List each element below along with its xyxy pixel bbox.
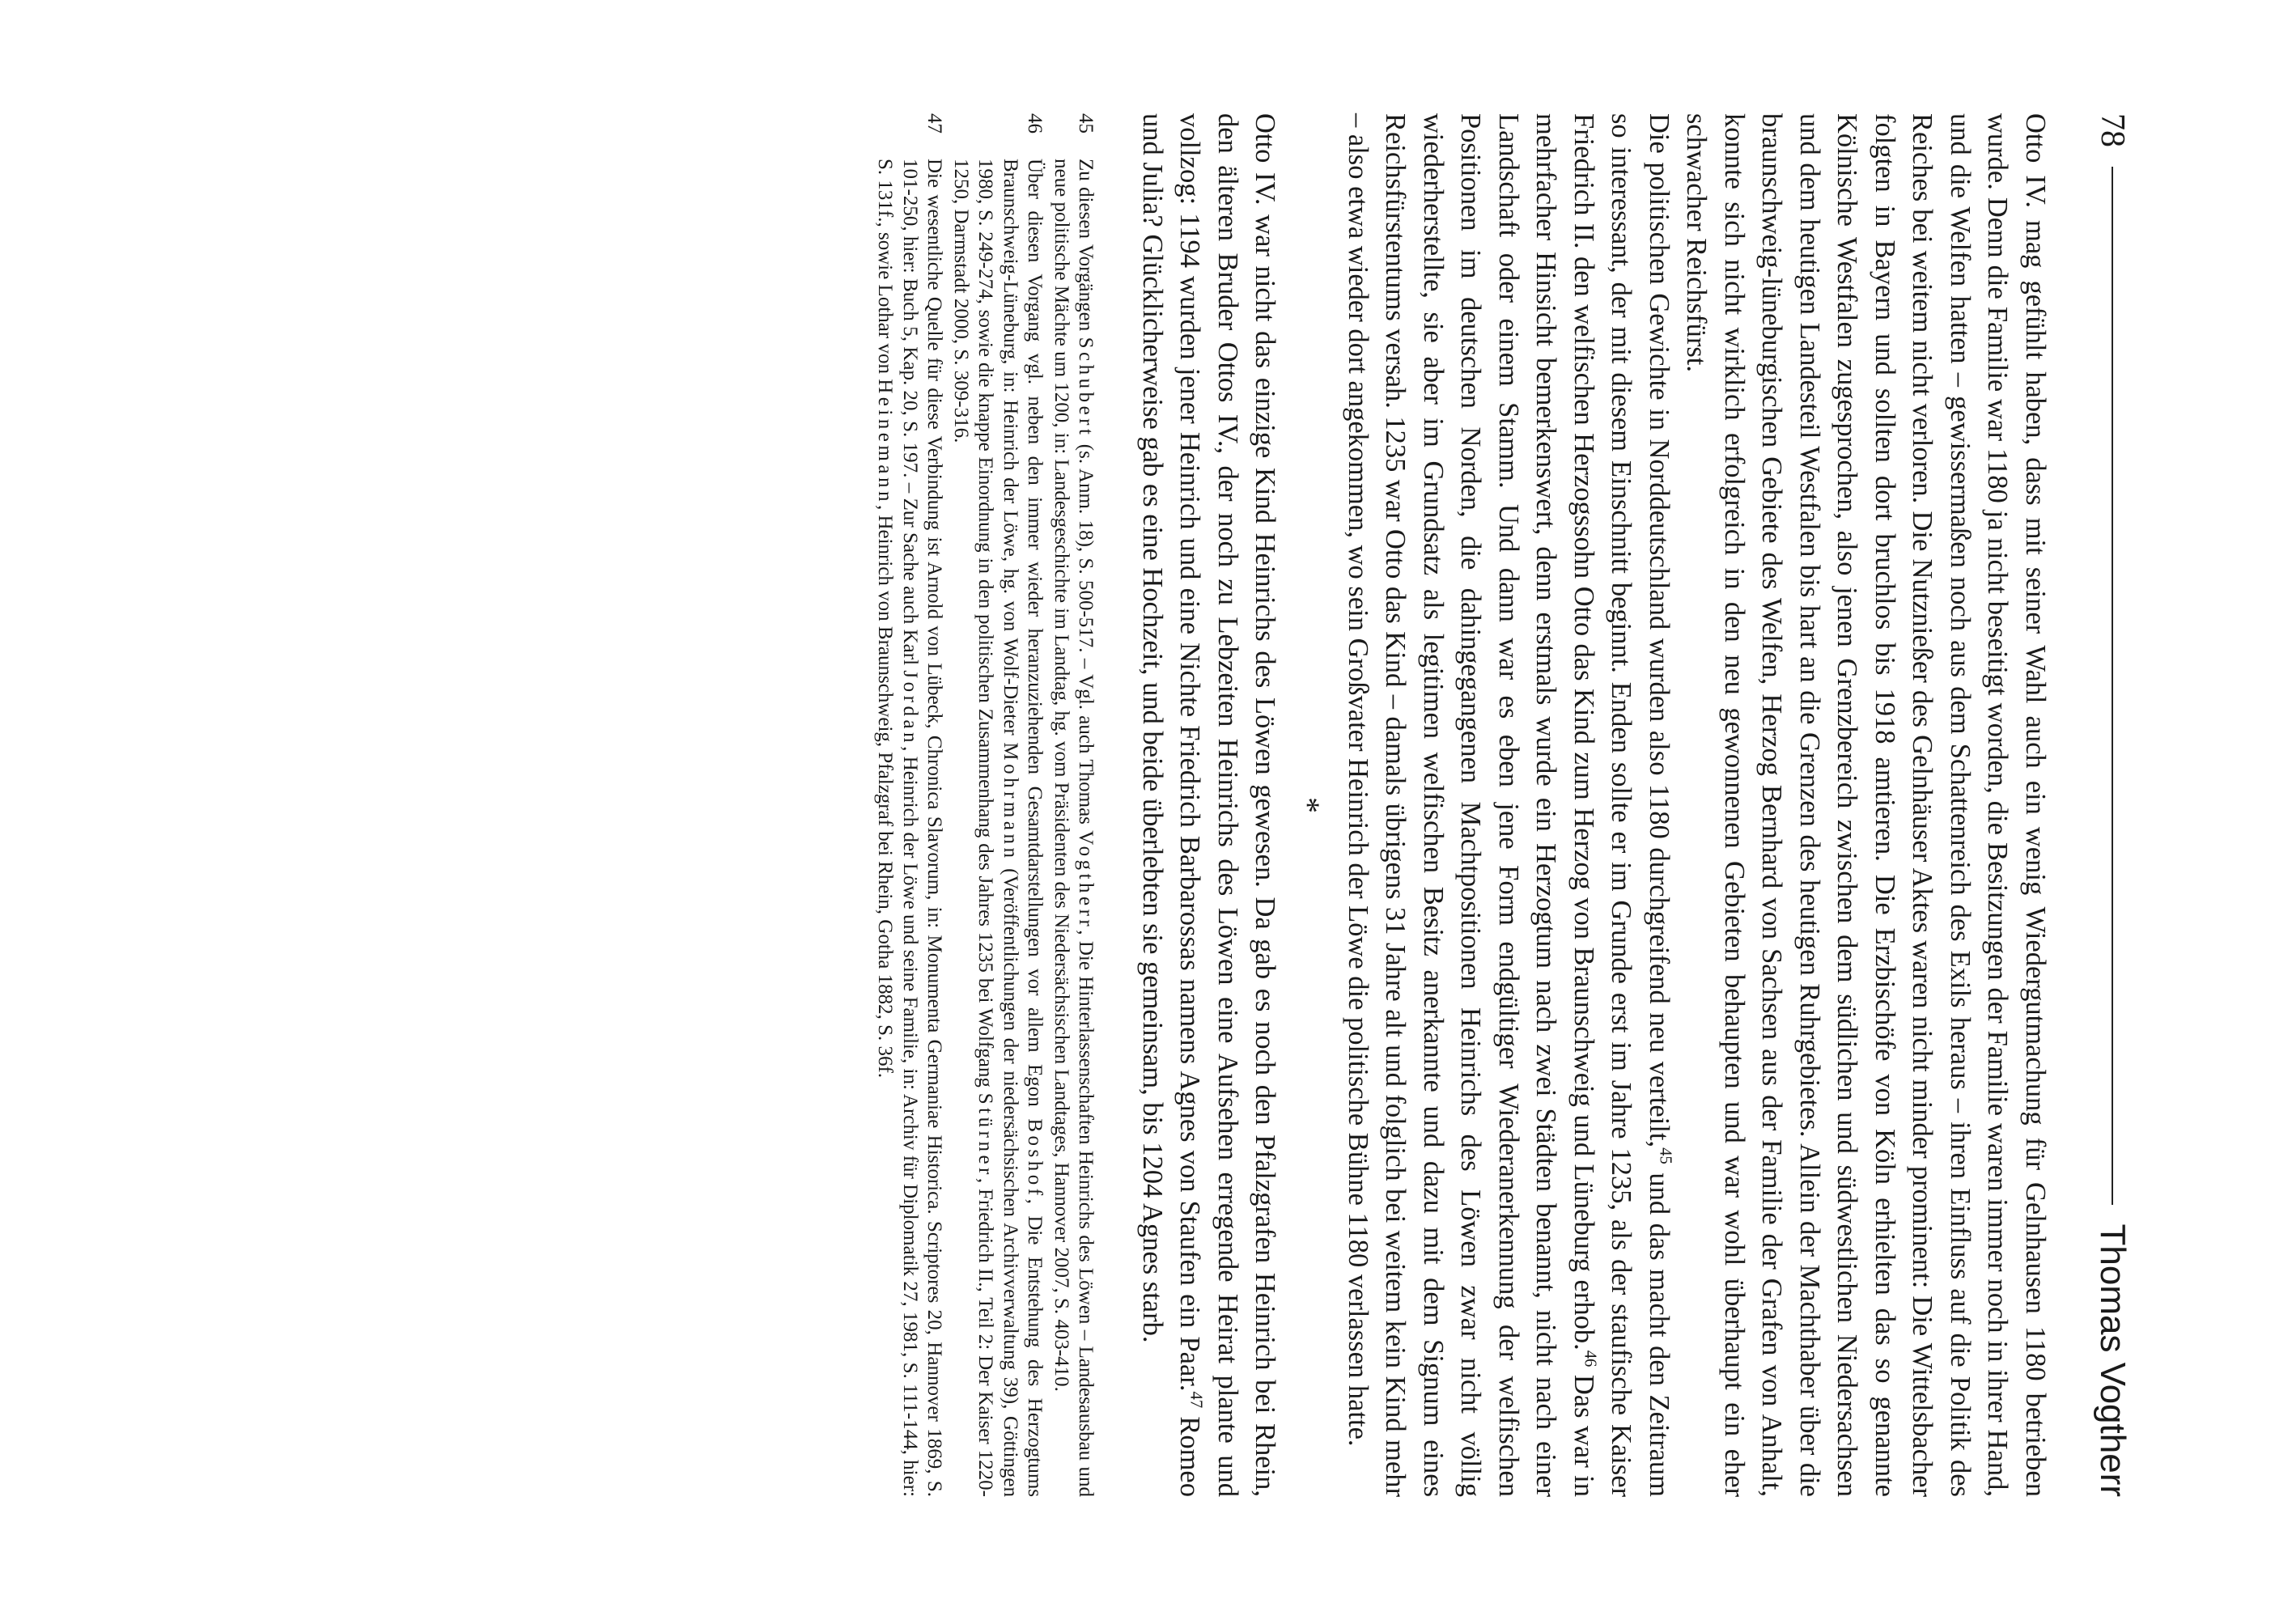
footnote-text: Die wesentliche Quelle für diese Verbindung ist Arnold von Lübeck, Chronica Slavorum, in: Monumenta Germaniae Historica. Scriptores 20, Hannover 1869, S. 101-250, hier: Buch 5, Kap. 20, S. 197. – Zur Sache auch Karl Jordan, Heinrich der Löwe und seine Familie, in: Archiv für Diplomatik 27, 1981, S. 111-144, hier: S. 131f., sowie Lothar von Heinemann, Heinrich von Braunschweig, Pfalzgraf bei Rhein, Gotha 1882, S. 36f. (874, 159, 946, 1497)
footnote-46 (949, 113, 1047, 1497)
footnote-ref-45[interactable]: 45 (1656, 1147, 1674, 1164)
footnote-ref-46[interactable]: 46 (1581, 1350, 1599, 1367)
footnote-ref-47[interactable]: 47 (1187, 1391, 1205, 1409)
main-text (1134, 113, 2055, 1497)
running-head-author: Thomas Vogtherr (2093, 1223, 2133, 1497)
paragraph-3-text-a: Otto IV. war nicht das einzige Kind Heinrichs des Löwen gewesen. Da gab es noch den Pfalzgrafen Heinrich bei Rhein, den älteren Bruder Ottos IV., der noch zu Lebzeiten Heinrichs des Löwen eine Aufsehen erregende Heirat plante und vollzog: 1194 wurden jener Heinrich und eine Nichte Friedrich Barbarossas namens Agnes von Staufen ein Paar. (1174, 113, 1281, 1497)
paragraph-2-text-b: und das macht den Zeitraum so interessant, der mit diesem Einschnitt beginnt. Enden sollte er im Grunde erst im Jahre 1235, als der staufische Kaiser Friedrich II. den welfischen Herzogssohn Otto das Kind zum Herzog von Braunschweig und Lüneburg erhob. (1568, 113, 1674, 1498)
header-rule (2112, 167, 2113, 1205)
author-name: Mohrmann (1000, 742, 1021, 862)
author-name: Stürner (974, 1092, 997, 1178)
paragraph-1 (1678, 113, 2054, 1497)
paragraph-2-text-c: Das war in mehrfacher Hinsicht bemerkenswert, denn erstmals wurde ein Herzogtum nach zwei Städten benannt, nicht nach einer Landschaft oder einem Stamm. Und dann war es eben jene Form endgültiger Wiederanerkennung der welfischen Positionen im deutschen Norden, die dahingegangenen Machtpositionen Heinrichs des Löwen zwar nicht völlig wiederherstellte, sie aber im Grundsatz als legitimen welfischen Besitz anerkannte und dazu mit dem Signum eines Reichsfürstentums versah. 1235 war Otto das Kind – damals übrigens 31 Jahre alt und folglich bei weitem kein Kind mehr – also etwa wieder dort angekommen, wo sein Großvater Heinrich der Löwe die politische Bühne 1180 verlassen hatte. (1343, 113, 1599, 1497)
section-divider: * (1290, 797, 1327, 813)
page-number: 78 (2094, 113, 2131, 147)
footnote-number: 47 (923, 113, 946, 134)
footnote-47 (872, 113, 947, 1497)
book-page (204, 113, 2133, 1498)
footnote-number: 46 (1024, 113, 1046, 134)
author-name: Vogtherr (1075, 830, 1097, 931)
paragraph-3 (1134, 113, 1284, 1497)
author-name: Jordan (899, 670, 921, 747)
footnote-number: 45 (1075, 113, 1097, 134)
footnote-text: Über diesen Vorgang vgl. neben den immer wieder heranzuziehenden Gesamtdarstellungen vor allem Egon Boshof, Die Entstehung des Herzogtums Braunschweig-Lüneburg, in: Heinrich der Löwe, hg. von Wolf-Dieter Mohrmann (Veröffentlichungen der niedersächsischen Archivverwaltung 39), Göttingen 1980, S. 249-274, sowie die knappe Einordnung in den politischen Zusammenhang des Jahres 1235 bei Wolfgang Stürner, Friedrich II., Teil 2: Der Kaiser 1220-1250, Darmstadt 2000, S. 309-316. (950, 159, 1046, 1498)
paragraph-2 (1339, 113, 1679, 1497)
paragraph-2-text-a: Die politischen Gewichte in Norddeutschland wurden also 1180 durchgreifend neu verteilt, (1644, 113, 1674, 1148)
paragraph-3-text-b: Romeo und Julia? Glücklicherweise gab es eine Hochzeit, und beide überlebten sie gemeinsam, bis 1204 Agnes starb. (1137, 113, 1206, 1497)
paragraph-1-text: Otto IV. mag gefühlt haben, dass mit seiner Wahl auch ein wenig Wiedergutmachung für Gelnhausen 1180 betrieben wurde. Denn die Familie war 1180 ja nicht beseitigt worden, die Besitzungen der Familie waren immer noch in ihrer Hand, und die Welfen hatten – gewissermaßen noch aus dem Schattenreich des Exils heraus – ihren Einfluss auf die Politik des Reiches bei weitem nicht verloren. Die Nutznießer des Gelnhäuser Aktes waren nicht minder prominent: Die Wittelsbacher folgten in Bayern und sollten dort bruchlos bis 1918 amtieren. Die Erzbischöfe von Köln erhielten das so genannte Kölnische Westfalen zugesprochen, also jenen Grenzbereich zwischen dem südlichen und südwestlichen Niedersachsen und dem heutigen Landesteil Westfalen bis hart an die Grenzen des heutigen Ruhrgebietes. Allein der Machthaber über die braunschweig-lüneburgischen Gebiete des Welfen, Herzog Bernhard von Sachsen aus der Familie der Grafen von Anhalt, konnte sich nicht wirklich erfolgreich in den neu gewonnenen Gebieten behaupten und war wohl überhaupt ein eher schwacher Reichsfürst. (1681, 113, 2051, 1497)
author-name: Heinemann (874, 379, 897, 505)
footnotes (872, 113, 1098, 1497)
author-name: Schubert (1075, 337, 1097, 439)
author-name: Boshof (1024, 1118, 1046, 1199)
footnote-text: Zu diesen Vorgängen Schubert (s. Anm. 18), S. 500-517. – Vgl. auch Thomas Vogtherr, Die Hinterlassenschaften Heinrichs des Löwen – Landesausbau und neue politische Mächte um 1200, in: Landesgeschichte im Landtag, hg. vom Präsidenten des Niedersächsischen Landtages, Hannover 2007, S. 403-410. (1050, 159, 1097, 1497)
running-head (2093, 113, 2133, 1497)
footnote-45 (1049, 113, 1098, 1497)
